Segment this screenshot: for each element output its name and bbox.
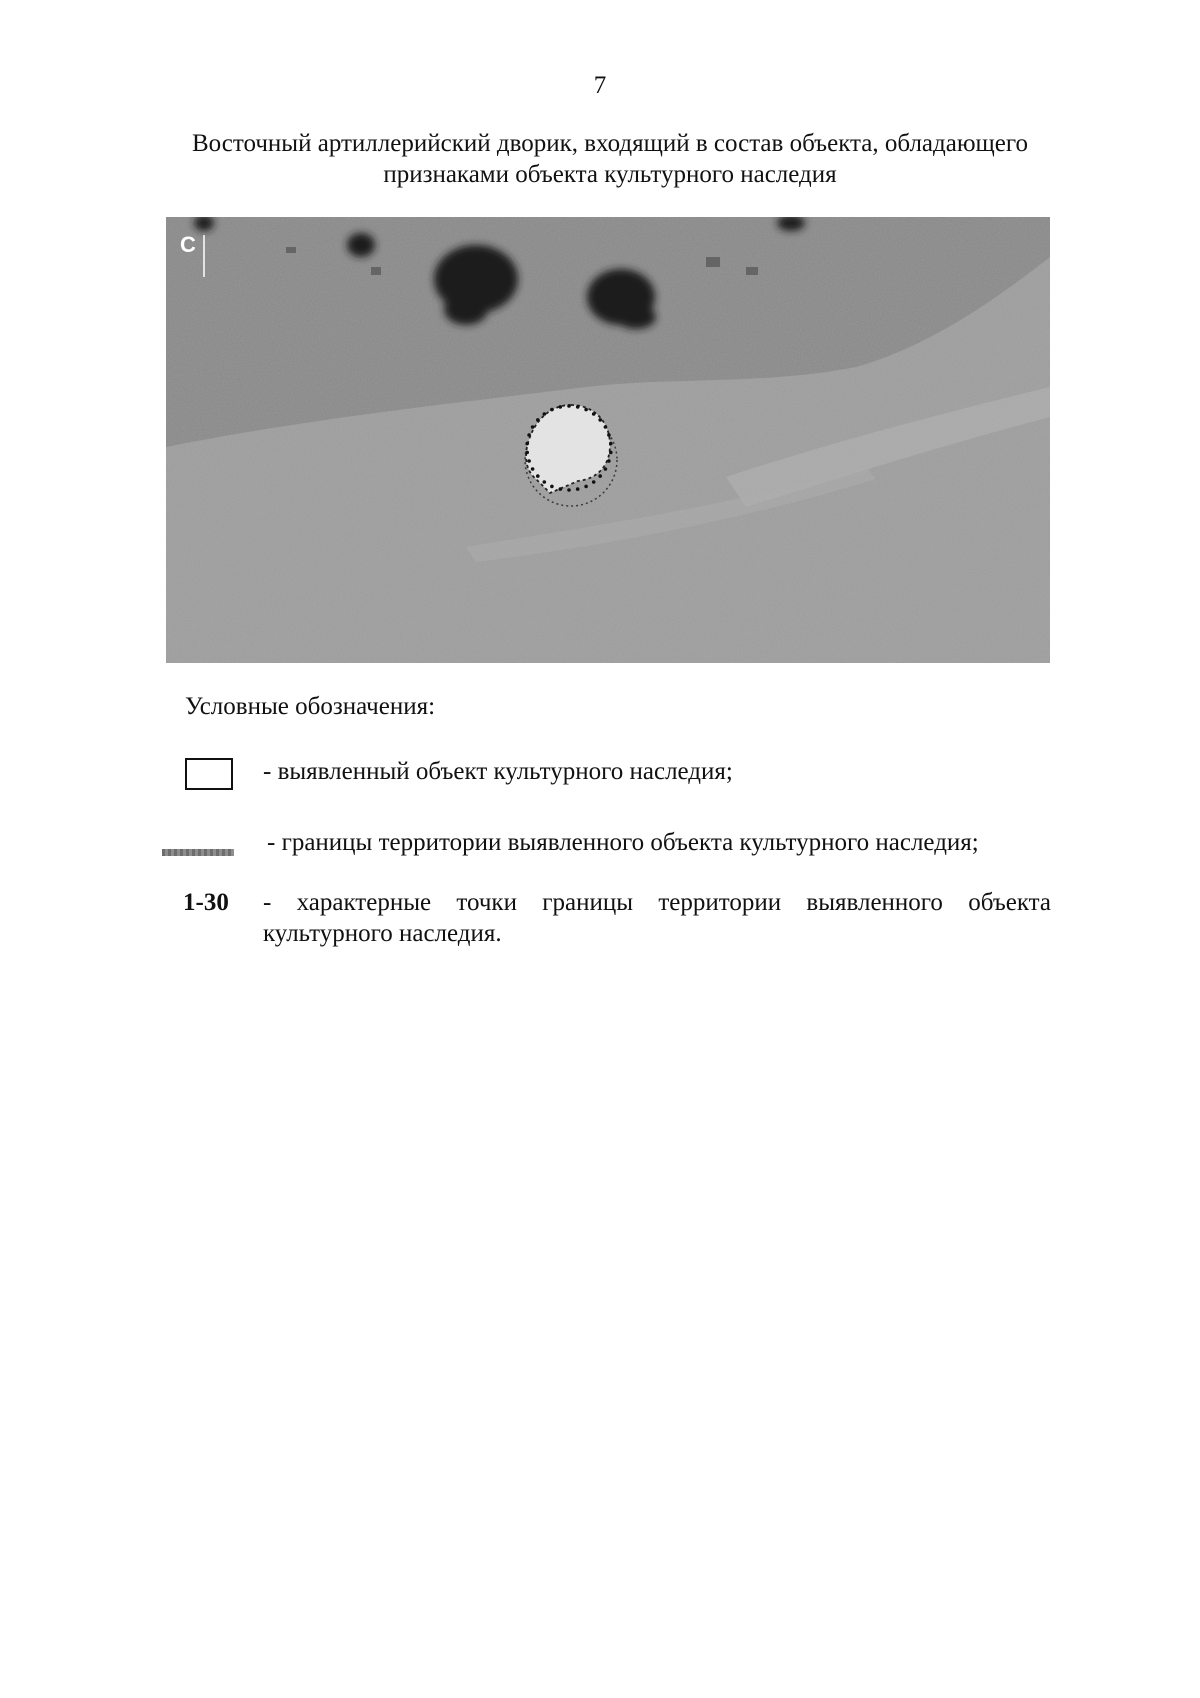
tree-4 bbox=[616, 305, 656, 329]
page-number: 7 bbox=[593, 72, 607, 99]
boundary-point bbox=[567, 488, 571, 492]
page-title: Восточный артиллерийский дворик, входящий в состав объекта, обладающего признаками объекта культурного наследия bbox=[192, 130, 1028, 188]
boundary-point bbox=[604, 467, 608, 471]
legend-line-icon bbox=[162, 849, 234, 856]
boundary-point bbox=[609, 451, 613, 455]
boundary-point bbox=[598, 418, 602, 422]
boundary-point bbox=[567, 404, 571, 408]
tree-5 bbox=[347, 233, 375, 257]
tree-2 bbox=[444, 293, 488, 325]
boundary-point bbox=[536, 474, 540, 478]
legend-box-icon bbox=[185, 758, 233, 790]
dark-spot bbox=[286, 247, 296, 253]
boundary-point bbox=[531, 425, 535, 429]
boundary-point bbox=[576, 487, 580, 491]
boundary-point bbox=[543, 412, 547, 416]
boundary-point bbox=[525, 451, 529, 455]
boundary-point bbox=[584, 408, 588, 412]
boundary-point bbox=[604, 425, 608, 429]
boundary-point bbox=[531, 467, 535, 471]
dark-spot bbox=[706, 257, 720, 267]
boundary-point bbox=[550, 485, 554, 489]
dark-spot bbox=[371, 267, 381, 275]
boundary-point bbox=[598, 474, 602, 478]
boundary-point bbox=[609, 442, 613, 446]
boundary-point bbox=[543, 480, 547, 484]
boundary-point bbox=[576, 405, 580, 409]
legend-text: - характерные точки границы территории выявленного объекта культурного наследия. bbox=[263, 889, 1051, 947]
boundary-point bbox=[536, 418, 540, 422]
boundary-point bbox=[527, 433, 531, 437]
legend-title: Условные обозначения: bbox=[185, 693, 436, 720]
boundary-point bbox=[592, 412, 596, 416]
boundary-point bbox=[607, 433, 611, 437]
boundary-point bbox=[559, 487, 563, 491]
boundary-point bbox=[584, 485, 588, 489]
boundary-point bbox=[527, 459, 531, 463]
legend-symbol: 1-30 bbox=[183, 889, 229, 916]
boundary-point bbox=[550, 408, 554, 412]
legend-text: - выявленный объект культурного наследия; bbox=[263, 758, 733, 785]
north-label: С bbox=[180, 232, 196, 257]
map-image bbox=[166, 217, 1050, 663]
boundary-point bbox=[592, 480, 596, 484]
dark-spot bbox=[746, 267, 758, 275]
legend-text: - границы территории выявленного объекта культурного наследия; bbox=[267, 829, 979, 856]
boundary-point bbox=[525, 442, 529, 446]
boundary-point bbox=[607, 459, 611, 463]
aerial-map bbox=[166, 217, 1050, 663]
boundary-point bbox=[559, 405, 563, 409]
